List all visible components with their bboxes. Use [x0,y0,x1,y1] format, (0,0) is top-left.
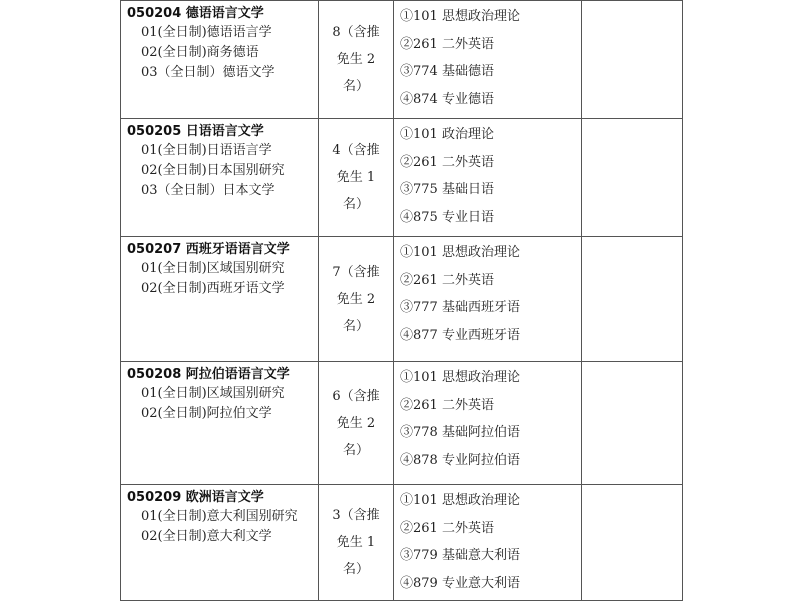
enrollment-quota-cell [319,1,394,119]
exam-subjects-cell [394,119,582,237]
table-row [121,485,683,601]
major-cell [121,237,319,362]
exam-subject: ④878 专业阿拉伯语 [400,452,520,468]
table-row [121,1,683,119]
exam-subject: ③775 基础日语 [400,182,494,197]
research-direction: 02(全日制)西班牙语文学 [141,281,285,296]
enrollment-quota: 8（含推免生 2 名） [332,25,380,94]
major-cell [121,1,319,119]
exam-subject: ②261 二外英语 [400,520,494,536]
major-cell [121,119,319,237]
major-title: 050205 日语语言文学 [127,124,264,139]
enrollment-quota-cell [319,119,394,237]
research-direction: 01(全日制)德语语言学 [141,25,272,40]
enrollment-quota-cell [319,485,394,601]
major-title: 050207 西班牙语语言文学 [127,242,290,257]
research-direction: 01(全日制)区域国别研究 [141,386,285,401]
major-title: 050208 阿拉伯语语言文学 [127,367,290,382]
exam-subject: ④875 专业日语 [400,209,494,225]
exam-subject: ②261 二外英语 [400,272,494,288]
remarks-cell [582,119,683,237]
exam-subject: ①101 思想政治理论 [400,245,520,260]
enrollment-quota: 3（含推免生 1 名） [332,508,380,577]
exam-subject: ④879 专业意大利语 [400,575,520,591]
table-row [121,119,683,237]
major-cell [121,362,319,485]
enrollment-quota: 4（含推免生 1 名） [332,143,380,212]
exam-subject: ②261 二外英语 [400,154,494,170]
research-direction: 01(全日制)日语语言学 [141,143,272,158]
table-row [121,362,683,485]
exam-subject: ①101 思想政治理论 [400,9,520,24]
research-direction: 02(全日制)日本国别研究 [141,163,285,178]
exam-subject: ①101 政治理论 [400,127,494,142]
research-direction: 03（全日制）日本文学 [141,183,275,198]
research-direction: 02(全日制)商务德语 [141,45,259,60]
research-direction: 02(全日制)阿拉伯文学 [141,406,272,421]
exam-subjects-cell [394,237,582,362]
major-title: 050204 德语语言文学 [127,6,264,21]
exam-subject: ②261 二外英语 [400,36,494,52]
exam-subject: ③779 基础意大利语 [400,548,520,563]
enrollment-quota-cell [319,237,394,362]
admissions-table [120,0,683,601]
research-direction: 01(全日制)区域国别研究 [141,261,285,276]
remarks-cell [582,362,683,485]
major-title: 050209 欧洲语言文学 [127,490,264,505]
exam-subject: ④874 专业德语 [400,91,494,107]
remarks-cell [582,485,683,601]
major-cell [121,485,319,601]
exam-subject: ③778 基础阿拉伯语 [400,425,520,440]
remarks-cell [582,237,683,362]
exam-subjects-cell [394,485,582,601]
research-direction: 03（全日制）德语文学 [141,65,275,80]
research-direction: 01(全日制)意大利国别研究 [141,509,298,524]
remarks-cell [582,1,683,119]
exam-subject: ①101 思想政治理论 [400,493,520,508]
exam-subjects-cell [394,362,582,485]
enrollment-quota: 6（含推免生 2 名） [332,388,380,458]
exam-subject: ③774 基础德语 [400,64,494,79]
research-direction: 02(全日制)意大利文学 [141,529,272,544]
exam-subject: ③777 基础西班牙语 [400,300,520,315]
exam-subjects-cell [394,1,582,119]
table-row [121,237,683,362]
enrollment-quota-cell [319,362,394,485]
exam-subject: ④877 专业西班牙语 [400,327,520,343]
exam-subject: ①101 思想政治理论 [400,370,520,385]
enrollment-quota: 7（含推免生 2 名） [332,264,380,334]
exam-subject: ②261 二外英语 [400,397,494,413]
